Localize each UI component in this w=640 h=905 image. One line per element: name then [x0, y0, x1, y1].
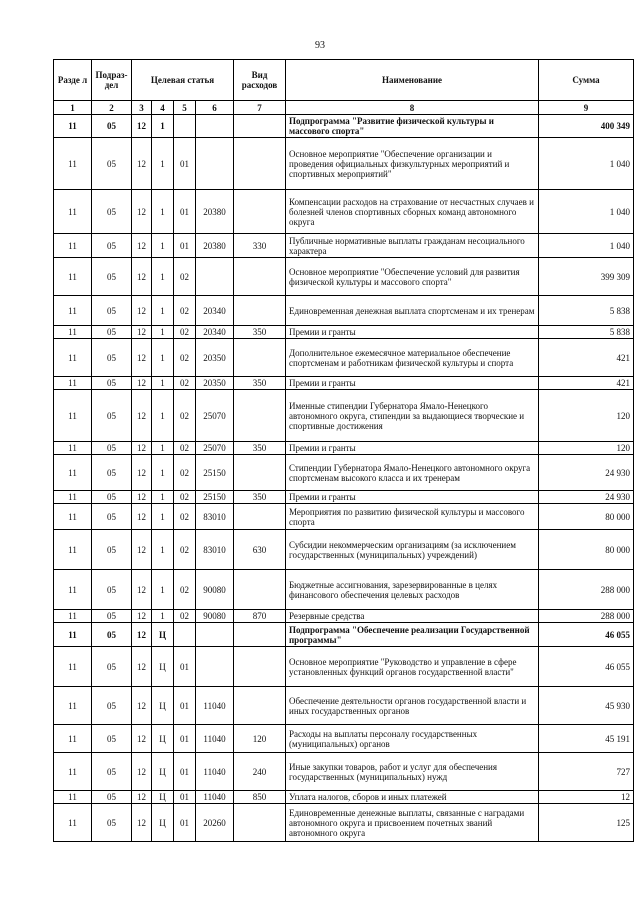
direction-code-cell: 90080: [196, 610, 234, 623]
expense-type-cell: [234, 258, 286, 296]
razdel-cell: 11: [54, 377, 92, 390]
col-number: 8: [286, 101, 539, 115]
podrazdel-cell: 05: [92, 491, 132, 504]
subprogram-code-cell: Ц: [152, 804, 174, 842]
direction-code-cell: 83010: [196, 530, 234, 570]
podrazdel-cell: 05: [92, 687, 132, 725]
subprogram-code-cell: 1: [152, 234, 174, 258]
expense-type-cell: [234, 296, 286, 326]
header-razdel: Разде л: [54, 60, 92, 101]
expense-type-cell: [234, 339, 286, 377]
podrazdel-cell: 05: [92, 190, 132, 234]
program-code-cell: 12: [132, 138, 152, 190]
table-row: [54, 725, 634, 753]
col-number: 6: [196, 101, 234, 115]
header-summa: Сумма: [539, 60, 634, 101]
amount-cell: 46 055: [539, 647, 634, 687]
page-number: 93: [315, 40, 325, 51]
direction-code-cell: 11040: [196, 791, 234, 804]
expense-type-cell: 240: [234, 753, 286, 791]
podrazdel-cell: 05: [92, 138, 132, 190]
col-number: 9: [539, 101, 634, 115]
podrazdel-cell: 05: [92, 647, 132, 687]
program-code-cell: 12: [132, 753, 152, 791]
direction-code-cell: 25070: [196, 442, 234, 455]
event-code-cell: 01: [174, 687, 196, 725]
razdel-cell: 11: [54, 791, 92, 804]
name-cell: Основное мероприятие "Обеспечение условий для развития физической культуры и массового спорта": [286, 258, 539, 296]
program-code-cell: 12: [132, 190, 152, 234]
event-code-cell: 01: [174, 753, 196, 791]
direction-code-cell: 90080: [196, 570, 234, 610]
podrazdel-cell: 05: [92, 339, 132, 377]
podrazdel-cell: 05: [92, 725, 132, 753]
table-row: [54, 623, 634, 647]
direction-code-cell: 20260: [196, 804, 234, 842]
program-code-cell: 12: [132, 296, 152, 326]
expense-type-cell: [234, 115, 286, 138]
event-code-cell: 02: [174, 377, 196, 390]
subprogram-code-cell: Ц: [152, 753, 174, 791]
program-code-cell: 12: [132, 791, 152, 804]
name-cell: Публичные нормативные выплаты гражданам несоциального характера: [286, 234, 539, 258]
table-row: [54, 442, 634, 455]
razdel-cell: 11: [54, 326, 92, 339]
podrazdel-cell: 05: [92, 804, 132, 842]
subprogram-code-cell: 1: [152, 504, 174, 530]
podrazdel-cell: 05: [92, 570, 132, 610]
name-cell: Мероприятия по развитию физической культуры и массового спорта: [286, 504, 539, 530]
table-row: [54, 530, 634, 570]
expense-type-cell: [234, 804, 286, 842]
direction-code-cell: 11040: [196, 753, 234, 791]
expense-type-cell: 120: [234, 725, 286, 753]
amount-cell: 288 000: [539, 570, 634, 610]
razdel-cell: 11: [54, 115, 92, 138]
name-cell: Обеспечение деятельности органов государственной власти и иных государственных органов: [286, 687, 539, 725]
amount-cell: 1 040: [539, 190, 634, 234]
amount-cell: 120: [539, 442, 634, 455]
amount-cell: 120: [539, 390, 634, 442]
amount-cell: 125: [539, 804, 634, 842]
amount-cell: 45 191: [539, 725, 634, 753]
name-cell: Уплата налогов, сборов и иных платежей: [286, 791, 539, 804]
direction-code-cell: 20380: [196, 234, 234, 258]
program-code-cell: 12: [132, 258, 152, 296]
direction-code-cell: 20350: [196, 377, 234, 390]
table-row: [54, 804, 634, 842]
podrazdel-cell: 05: [92, 530, 132, 570]
podrazdel-cell: 05: [92, 234, 132, 258]
direction-code-cell: 20350: [196, 339, 234, 377]
event-code-cell: 01: [174, 791, 196, 804]
table-row: [54, 115, 634, 138]
subprogram-code-cell: Ц: [152, 647, 174, 687]
subprogram-code-cell: 1: [152, 115, 174, 138]
amount-cell: 5 838: [539, 296, 634, 326]
subprogram-code-cell: 1: [152, 610, 174, 623]
expense-type-cell: 350: [234, 326, 286, 339]
razdel-cell: 11: [54, 296, 92, 326]
subprogram-code-cell: 1: [152, 296, 174, 326]
col-number: 2: [92, 101, 132, 115]
razdel-cell: 11: [54, 491, 92, 504]
razdel-cell: 11: [54, 647, 92, 687]
col-number: 4: [152, 101, 174, 115]
podrazdel-cell: 05: [92, 610, 132, 623]
subprogram-code-cell: 1: [152, 390, 174, 442]
podrazdel-cell: 05: [92, 115, 132, 138]
program-code-cell: 12: [132, 610, 152, 623]
razdel-cell: 11: [54, 190, 92, 234]
program-code-cell: 12: [132, 234, 152, 258]
expense-type-cell: 350: [234, 377, 286, 390]
subprogram-code-cell: 1: [152, 190, 174, 234]
col-number: 7: [234, 101, 286, 115]
name-cell: Премии и гранты: [286, 442, 539, 455]
program-code-cell: 12: [132, 647, 152, 687]
event-code-cell: 02: [174, 530, 196, 570]
amount-cell: 80 000: [539, 504, 634, 530]
event-code-cell: 02: [174, 296, 196, 326]
amount-cell: 421: [539, 377, 634, 390]
table-row: [54, 791, 634, 804]
event-code-cell: 02: [174, 491, 196, 504]
subprogram-code-cell: Ц: [152, 725, 174, 753]
direction-code-cell: 20380: [196, 190, 234, 234]
razdel-cell: 11: [54, 725, 92, 753]
table-row: [54, 190, 634, 234]
expense-type-cell: 850: [234, 791, 286, 804]
subprogram-code-cell: Ц: [152, 791, 174, 804]
program-code-cell: 12: [132, 570, 152, 610]
table-row: [54, 258, 634, 296]
header-naimenovanie: Наименование: [286, 60, 539, 101]
amount-cell: 12: [539, 791, 634, 804]
event-code-cell: 01: [174, 138, 196, 190]
table-row: [54, 138, 634, 190]
event-code-cell: 02: [174, 504, 196, 530]
table-row: [54, 504, 634, 530]
expense-type-cell: 330: [234, 234, 286, 258]
name-cell: Подпрограмма "Обеспечение реализации Государственной программы": [286, 623, 539, 647]
direction-code-cell: [196, 258, 234, 296]
subprogram-code-cell: Ц: [152, 623, 174, 647]
amount-cell: 1 040: [539, 138, 634, 190]
program-code-cell: 12: [132, 377, 152, 390]
name-cell: Иные закупки товаров, работ и услуг для обеспечения государственных (муниципальных) нужд: [286, 753, 539, 791]
program-code-cell: 12: [132, 725, 152, 753]
amount-cell: 1 040: [539, 234, 634, 258]
table-row: [54, 610, 634, 623]
program-code-cell: 12: [132, 326, 152, 339]
event-code-cell: 02: [174, 339, 196, 377]
name-cell: Компенсации расходов на страхование от несчастных случаев и болезней членов спортивных сборных команд автономного округа: [286, 190, 539, 234]
razdel-cell: 11: [54, 530, 92, 570]
program-code-cell: 12: [132, 115, 152, 138]
expense-type-cell: [234, 687, 286, 725]
direction-code-cell: 25150: [196, 491, 234, 504]
direction-code-cell: 11040: [196, 687, 234, 725]
table-row: [54, 687, 634, 725]
podrazdel-cell: 05: [92, 377, 132, 390]
podrazdel-cell: 05: [92, 791, 132, 804]
expense-type-cell: [234, 138, 286, 190]
table-row: [54, 570, 634, 610]
program-code-cell: 12: [132, 504, 152, 530]
program-code-cell: 12: [132, 804, 152, 842]
program-code-cell: 12: [132, 455, 152, 491]
direction-code-cell: 83010: [196, 504, 234, 530]
direction-code-cell: 11040: [196, 725, 234, 753]
expense-type-cell: [234, 390, 286, 442]
amount-cell: 288 000: [539, 610, 634, 623]
razdel-cell: 11: [54, 610, 92, 623]
podrazdel-cell: 05: [92, 442, 132, 455]
direction-code-cell: 20340: [196, 296, 234, 326]
subprogram-code-cell: 1: [152, 377, 174, 390]
event-code-cell: 02: [174, 455, 196, 491]
table-row: [54, 753, 634, 791]
table-row: [54, 377, 634, 390]
table-row: [54, 339, 634, 377]
direction-code-cell: [196, 138, 234, 190]
header-celevaya-statya: Целевая статья: [132, 60, 234, 101]
expense-type-cell: [234, 455, 286, 491]
program-code-cell: 12: [132, 687, 152, 725]
program-code-cell: 12: [132, 623, 152, 647]
amount-cell: 24 930: [539, 491, 634, 504]
name-cell: Расходы на выплаты персоналу государственных (муниципальных) органов: [286, 725, 539, 753]
table-row: [54, 390, 634, 442]
expense-type-cell: 630: [234, 530, 286, 570]
subprogram-code-cell: 1: [152, 326, 174, 339]
event-code-cell: 02: [174, 610, 196, 623]
name-cell: Основное мероприятие "Обеспечение организации и проведения официальных физкультурных мероприятий и спортивных мероприятий": [286, 138, 539, 190]
program-code-cell: 12: [132, 442, 152, 455]
table-header-row: [54, 60, 634, 101]
col-number: 1: [54, 101, 92, 115]
name-cell: Стипендии Губернатора Ямало-Ненецкого автономного округа спортсменам высокого класса и их тренерам: [286, 455, 539, 491]
razdel-cell: 11: [54, 623, 92, 647]
podrazdel-cell: 05: [92, 296, 132, 326]
podrazdel-cell: 05: [92, 390, 132, 442]
program-code-cell: 12: [132, 390, 152, 442]
name-cell: Именные стипендии Губернатора Ямало-Ненецкого автономного округа, стипендии за выдающиеся творческие и спортивные достижения: [286, 390, 539, 442]
subprogram-code-cell: 1: [152, 570, 174, 610]
amount-cell: 24 930: [539, 455, 634, 491]
event-code-cell: [174, 115, 196, 138]
razdel-cell: 11: [54, 687, 92, 725]
name-cell: Подпрограмма "Развитие физической культуры и массового спорта": [286, 115, 539, 138]
name-cell: Премии и гранты: [286, 491, 539, 504]
direction-code-cell: [196, 623, 234, 647]
table-row: [54, 296, 634, 326]
event-code-cell: 01: [174, 804, 196, 842]
name-cell: Единовременная денежная выплата спортсменам и их тренерам: [286, 296, 539, 326]
razdel-cell: 11: [54, 442, 92, 455]
program-code-cell: 12: [132, 339, 152, 377]
direction-code-cell: 20340: [196, 326, 234, 339]
name-cell: Бюджетные ассигнования, зарезервированные в целях финансового обеспечения целевых расходов: [286, 570, 539, 610]
name-cell: Премии и гранты: [286, 326, 539, 339]
amount-cell: 727: [539, 753, 634, 791]
subprogram-code-cell: Ц: [152, 687, 174, 725]
podrazdel-cell: 05: [92, 455, 132, 491]
subprogram-code-cell: 1: [152, 258, 174, 296]
name-cell: Основное мероприятие "Руководство и управление в сфере установленных функций органов государственной власти": [286, 647, 539, 687]
budget-table: [53, 59, 634, 842]
table-row: [54, 234, 634, 258]
expense-type-cell: [234, 647, 286, 687]
col-number: 3: [132, 101, 152, 115]
razdel-cell: 11: [54, 234, 92, 258]
expense-type-cell: [234, 190, 286, 234]
table-row: [54, 326, 634, 339]
event-code-cell: 01: [174, 647, 196, 687]
amount-cell: 45 930: [539, 687, 634, 725]
name-cell: Премии и гранты: [286, 377, 539, 390]
amount-cell: 80 000: [539, 530, 634, 570]
razdel-cell: 11: [54, 455, 92, 491]
amount-cell: 399 309: [539, 258, 634, 296]
program-code-cell: 12: [132, 530, 152, 570]
podrazdel-cell: 05: [92, 623, 132, 647]
name-cell: Единовременные денежные выплаты, связанные с наградами автономного округа и присвоением почетных званий автономного округа: [286, 804, 539, 842]
program-code-cell: 12: [132, 491, 152, 504]
expense-type-cell: [234, 504, 286, 530]
subprogram-code-cell: 1: [152, 455, 174, 491]
column-number-row: [54, 101, 634, 115]
table-row: [54, 491, 634, 504]
podrazdel-cell: 05: [92, 258, 132, 296]
expense-type-cell: [234, 623, 286, 647]
razdel-cell: 11: [54, 258, 92, 296]
table-row: [54, 455, 634, 491]
amount-cell: 5 838: [539, 326, 634, 339]
name-cell: Дополнительное ежемесячное материальное обеспечение спортсменам и работникам физической культуры и спорта: [286, 339, 539, 377]
event-code-cell: 02: [174, 570, 196, 610]
razdel-cell: 11: [54, 504, 92, 530]
event-code-cell: [174, 623, 196, 647]
expense-type-cell: 350: [234, 442, 286, 455]
event-code-cell: 02: [174, 326, 196, 339]
razdel-cell: 11: [54, 390, 92, 442]
subprogram-code-cell: 1: [152, 530, 174, 570]
event-code-cell: 02: [174, 442, 196, 455]
col-number: 5: [174, 101, 196, 115]
amount-cell: 46 055: [539, 623, 634, 647]
table-row: [54, 647, 634, 687]
podrazdel-cell: 05: [92, 326, 132, 339]
event-code-cell: 02: [174, 258, 196, 296]
subprogram-code-cell: 1: [152, 339, 174, 377]
razdel-cell: 11: [54, 339, 92, 377]
name-cell: Субсидии некоммерческим организациям (за исключением государственных (муниципальных) учреждений): [286, 530, 539, 570]
razdel-cell: 11: [54, 804, 92, 842]
event-code-cell: 01: [174, 234, 196, 258]
direction-code-cell: [196, 647, 234, 687]
direction-code-cell: [196, 115, 234, 138]
event-code-cell: 01: [174, 190, 196, 234]
razdel-cell: 11: [54, 570, 92, 610]
direction-code-cell: 25070: [196, 390, 234, 442]
header-podrazdel: Подраз- дел: [92, 60, 132, 101]
subprogram-code-cell: 1: [152, 491, 174, 504]
podrazdel-cell: 05: [92, 753, 132, 791]
razdel-cell: 11: [54, 753, 92, 791]
direction-code-cell: 25150: [196, 455, 234, 491]
podrazdel-cell: 05: [92, 504, 132, 530]
razdel-cell: 11: [54, 138, 92, 190]
name-cell: Резервные средства: [286, 610, 539, 623]
expense-type-cell: 350: [234, 491, 286, 504]
event-code-cell: 01: [174, 725, 196, 753]
event-code-cell: 02: [174, 390, 196, 442]
subprogram-code-cell: 1: [152, 138, 174, 190]
header-vid-rashodov: Вид расходов: [234, 60, 286, 101]
expense-type-cell: 870: [234, 610, 286, 623]
subprogram-code-cell: 1: [152, 442, 174, 455]
amount-cell: 400 349: [539, 115, 634, 138]
expense-type-cell: [234, 570, 286, 610]
amount-cell: 421: [539, 339, 634, 377]
